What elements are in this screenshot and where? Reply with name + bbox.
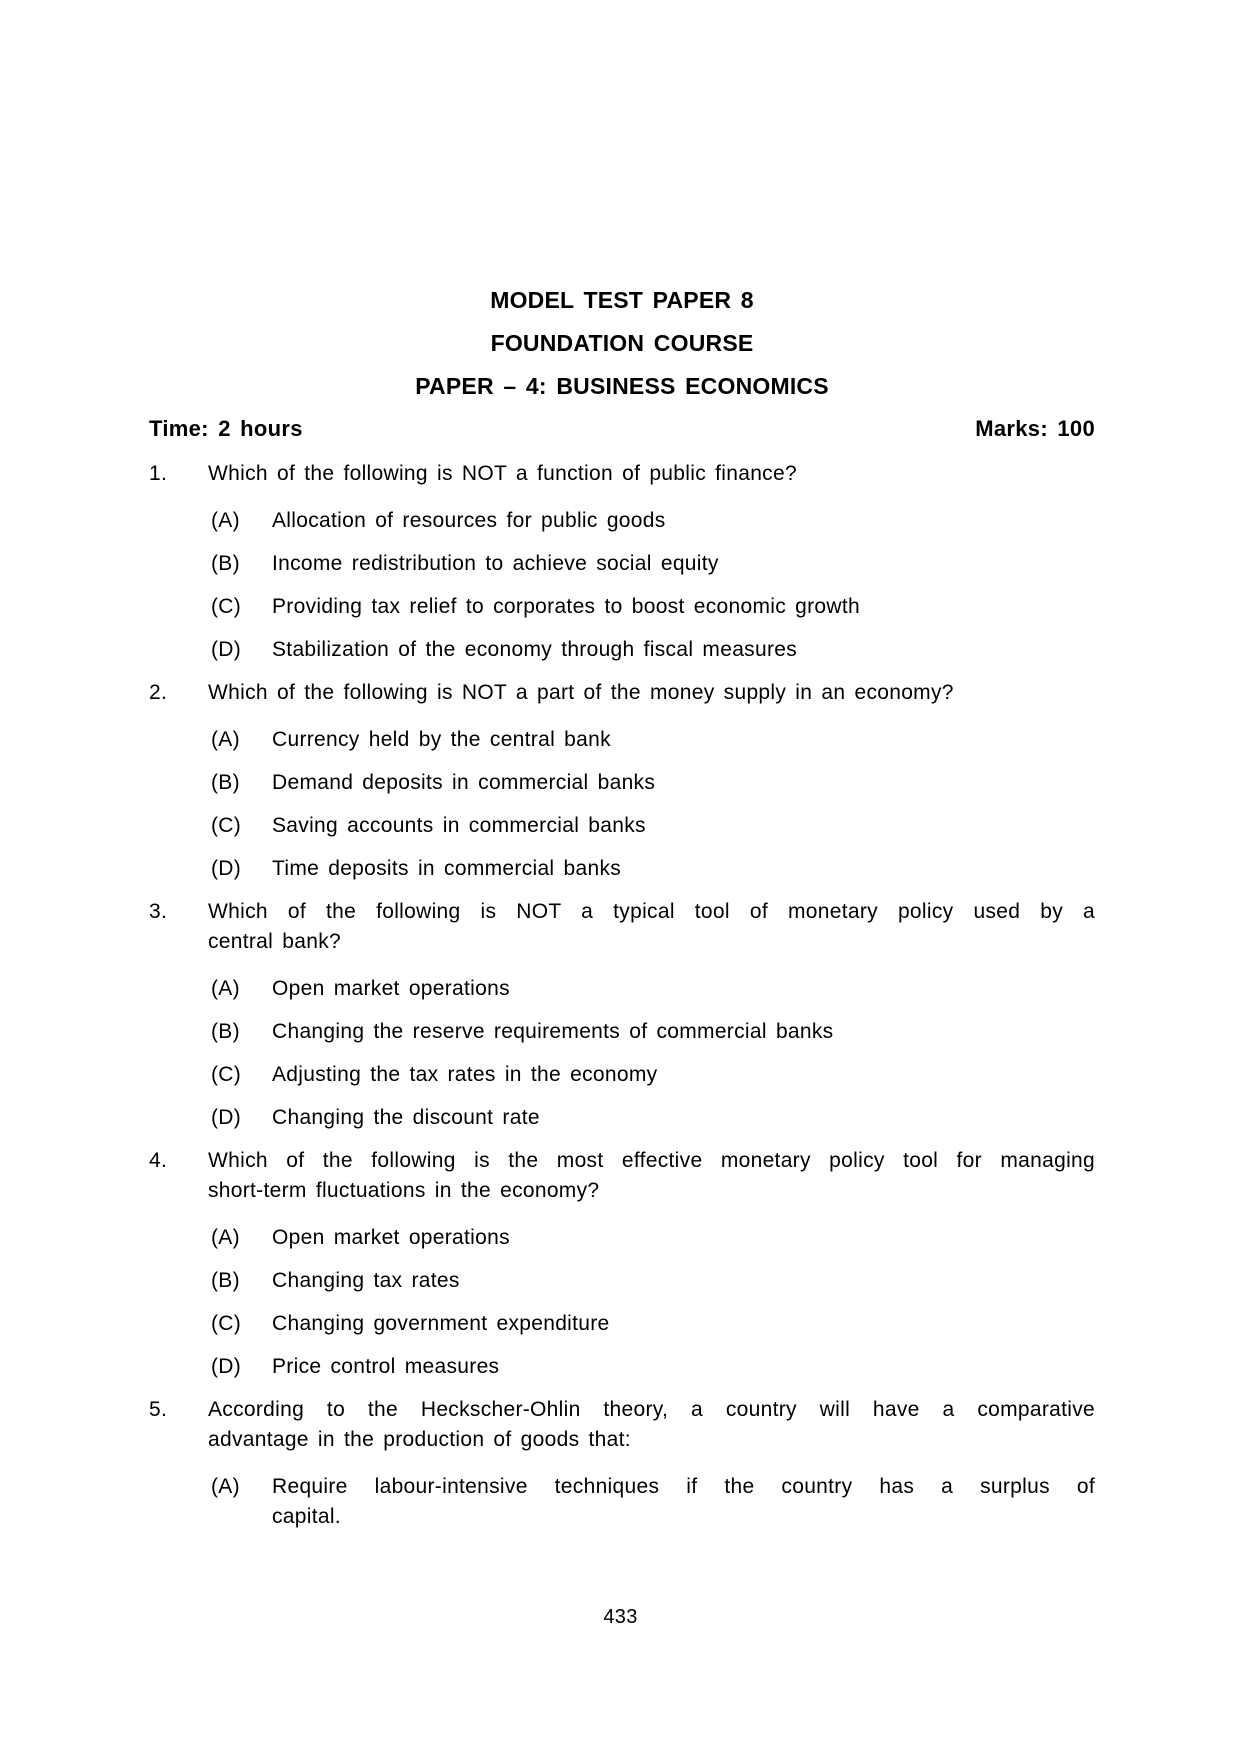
option-a [149,974,1095,1004]
option-letter: (C) [211,1063,242,1086]
option-a [149,725,1095,755]
question-text: Which of the following is NOT a part of the money supply in an economy? [208,681,954,704]
option-c [149,1309,1095,1339]
option-text: Saving accounts in commercial banks [272,814,646,837]
question-number: 5. [149,1398,168,1421]
option-text: Providing tax relief to corporates to boost economic growth [272,595,860,618]
option-letter: (A) [211,1226,240,1249]
question-3 [149,897,1095,1133]
option-letter: (D) [211,638,242,661]
question-5 [149,1395,1095,1532]
option-text: Allocation of resources for public goods [272,509,666,532]
question-text: Which of the following is the most effective monetary policy tool for managing short-term fluctuations in the economy? [208,1149,1095,1202]
paper-title: PAPER – 4: BUSINESS ECONOMICS [415,373,829,399]
option-c [149,1060,1095,1090]
time-label: Time: 2 hours [149,416,303,441]
option-d [149,635,1095,665]
question-number: 4. [149,1149,168,1172]
page-number: 433 [603,1606,638,1628]
page-title: MODEL TEST PAPER 8 [490,287,754,313]
option-c [149,592,1095,622]
option-text: Income redistribution to achieve social equity [272,552,719,575]
option-letter: (C) [211,595,242,618]
option-a [149,506,1095,536]
option-d [149,1103,1095,1133]
marks-label: Marks: 100 [975,416,1095,441]
option-letter: (C) [211,814,242,837]
option-d [149,1352,1095,1382]
question-number: 3. [149,900,168,923]
option-a [149,1223,1095,1253]
option-text: Open market operations [272,1226,510,1249]
option-letter: (C) [211,1312,242,1335]
question-number: 1. [149,462,168,485]
option-letter: (D) [211,1355,242,1378]
option-c [149,811,1095,841]
option-letter: (A) [211,1475,240,1498]
option-text: Currency held by the central bank [272,728,611,751]
question-text: According to the Heckscher-Ohlin theory, a country will have a comparative advantage in the production of goods that: [208,1398,1095,1451]
option-text: Time deposits in commercial banks [272,857,622,880]
option-text: Changing the discount rate [272,1106,540,1129]
question-2 [149,678,1095,884]
option-b [149,1266,1095,1296]
option-b [149,549,1095,579]
option-letter: (D) [211,857,242,880]
option-text: Changing tax rates [272,1269,460,1292]
option-text: Stabilization of the economy through fiscal measures [272,638,798,661]
option-letter: (A) [211,977,240,1000]
option-text: Demand deposits in commercial banks [272,771,656,794]
option-letter: (B) [211,552,240,575]
option-b [149,768,1095,798]
course-title: FOUNDATION COURSE [490,330,754,356]
option-letter: (B) [211,1269,240,1292]
option-text: Open market operations [272,977,510,1000]
option-text: Changing government expenditure [272,1312,610,1335]
question-1 [149,459,1095,665]
option-letter: (A) [211,728,240,751]
question-4 [149,1146,1095,1382]
option-d [149,854,1095,884]
option-text: Price control measures [272,1355,500,1378]
option-b [149,1017,1095,1047]
option-letter: (B) [211,1020,240,1043]
option-letter: (B) [211,771,240,794]
option-letter: (A) [211,509,240,532]
question-number: 2. [149,681,168,704]
exam-meta-row [149,417,1095,441]
question-text: Which of the following is NOT a typical tool of monetary policy used by a central bank? [208,900,1095,953]
option-letter: (D) [211,1106,242,1129]
option-text: Changing the reserve requirements of commercial banks [272,1020,834,1043]
option-text: Adjusting the tax rates in the economy [272,1063,658,1086]
option-text: Require labour-intensive techniques if the country has a surplus of capital. [272,1475,1095,1528]
option-a [149,1472,1095,1532]
question-text: Which of the following is NOT a function of public finance? [208,462,797,485]
